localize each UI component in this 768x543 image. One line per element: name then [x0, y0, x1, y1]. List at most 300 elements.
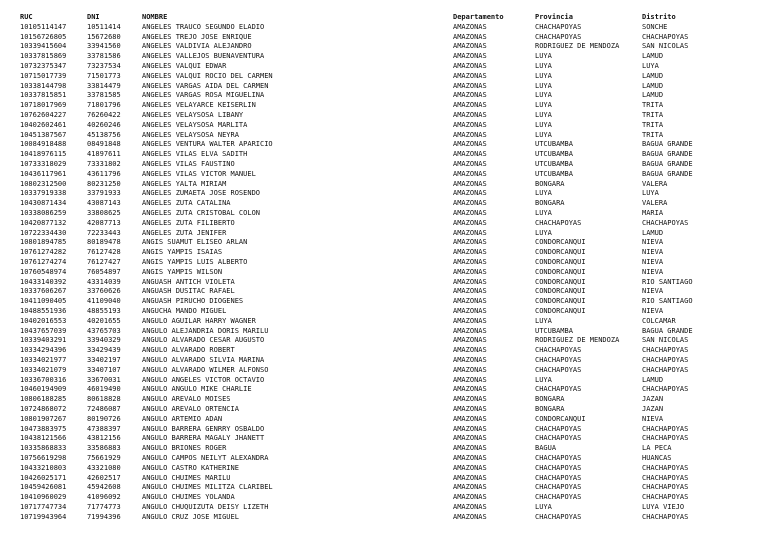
cell-nombre: ANGELES TRAUCO SEGUNDO ELADIO	[142, 22, 265, 31]
cell-dni: 43314039	[87, 277, 121, 286]
cell-departamento: AMAZONAS	[453, 326, 487, 335]
cell-nombre: ANGULO CAMPOS NEILYT ALEXANDRA	[142, 454, 269, 462]
cell-dni: 75661929	[87, 454, 121, 462]
cell-departamento: AMAZONAS	[453, 140, 487, 149]
cell-nombre: ANGULO ALEJANDRIA DORIS MARILU	[142, 326, 269, 335]
cell-provincia: LUYA	[535, 81, 552, 90]
cell-nombre: ANGULO BARRERA MAGALY JHANETT	[142, 434, 265, 443]
cell-dni: 80189478	[87, 238, 121, 247]
cell-ruc: 10801907267	[20, 414, 67, 423]
cell-nombre: ANGIS YAMPIS ISAIAS	[142, 248, 223, 257]
cell-dni: 47388397	[87, 424, 121, 433]
table-row	[0, 121, 768, 131]
cell-departamento: AMAZONAS	[453, 42, 487, 51]
cell-distrito: TRITA	[642, 120, 664, 129]
cell-departamento: AMAZONAS	[453, 463, 487, 472]
cell-departamento: AMAZONAS	[453, 395, 487, 404]
cell-dni: 72233443	[87, 228, 121, 237]
cell-departamento: AMAZONAS	[453, 365, 487, 374]
cell-dni: 71501773	[87, 71, 121, 80]
cell-dni: 33808625	[87, 209, 121, 217]
cell-dni: 43765703	[87, 326, 121, 335]
cell-departamento: AMAZONAS	[453, 91, 487, 100]
cell-departamento: AMAZONAS	[453, 120, 487, 129]
cell-ruc: 10337815869	[20, 52, 67, 61]
cell-distrito: LAMUD	[642, 91, 664, 100]
cell-nombre: ANGELES VALQUI EDWAR	[142, 62, 227, 70]
table-row	[0, 483, 768, 493]
cell-ruc: 10718017969	[20, 101, 67, 110]
cell-provincia: LUYA	[535, 228, 552, 237]
cell-distrito: LAMUD	[642, 228, 664, 237]
cell-ruc: 10806188285	[20, 395, 67, 404]
table-row	[0, 62, 768, 72]
cell-ruc: 10732375347	[20, 62, 67, 70]
cell-provincia: CONDORCANQUI	[535, 258, 586, 266]
cell-ruc: 10338086259	[20, 209, 67, 217]
cell-ruc: 10733318029	[20, 160, 67, 168]
cell-nombre: ANGUASH PIRUCHO DIOGENES	[142, 297, 244, 306]
cell-ruc: 10760548974	[20, 267, 67, 276]
cell-dni: 33402197	[87, 356, 121, 364]
cell-ruc: 10438121566	[20, 434, 67, 443]
cell-provincia: LUYA	[535, 316, 552, 325]
cell-nombre: ANGELES VALLEJOS BUENAVENTURA	[142, 52, 265, 61]
table-row	[0, 366, 768, 376]
cell-distrito: CHACHAPOYAS	[642, 493, 689, 502]
table-row	[0, 395, 768, 405]
cell-ruc: 10156726805	[20, 32, 67, 41]
table-row	[0, 199, 768, 209]
cell-distrito: CHACHAPOYAS	[642, 32, 689, 41]
cell-distrito: COLCAMAR	[642, 316, 676, 325]
table-row	[0, 229, 768, 239]
cell-provincia: CHACHAPOYAS	[535, 454, 582, 462]
cell-nombre: ANGULO ANGELES VICTOR OCTAVIO	[142, 375, 265, 384]
cell-distrito: CHACHAPOYAS	[642, 218, 689, 227]
cell-nombre: ANGELES VELAYSOSA MARLITA	[142, 120, 248, 129]
header-nombre: NOMBRE	[142, 13, 168, 21]
table-header	[0, 13, 768, 23]
cell-departamento: AMAZONAS	[453, 62, 487, 70]
table-row	[0, 336, 768, 346]
cell-provincia: CHACHAPOYAS	[535, 512, 582, 521]
cell-provincia: BONGARA	[535, 405, 565, 413]
cell-departamento: AMAZONAS	[453, 160, 487, 168]
cell-departamento: AMAZONAS	[453, 169, 487, 178]
table-row	[0, 503, 768, 513]
cell-departamento: AMAZONAS	[453, 189, 487, 198]
cell-ruc: 10426025171	[20, 473, 67, 482]
cell-ruc: 10335868833	[20, 444, 67, 453]
table-row	[0, 82, 768, 92]
cell-ruc: 10437657039	[20, 326, 67, 335]
cell-departamento: AMAZONAS	[453, 375, 487, 384]
header-dni: DNI	[87, 13, 100, 21]
cell-provincia: BONGARA	[535, 199, 565, 208]
cell-dni: 10511414	[87, 22, 121, 31]
cell-nombre: ANGULO CHUIMES YOLANDA	[142, 493, 235, 502]
cell-nombre: ANGULO ANGULO MIKE CHARLIE	[142, 385, 252, 394]
cell-distrito: BAGUA GRANDE	[642, 169, 693, 178]
table-row	[0, 219, 768, 229]
cell-provincia: CHACHAPOYAS	[535, 385, 582, 394]
cell-distrito: NIEVA	[642, 267, 664, 276]
cell-distrito: NIEVA	[642, 238, 664, 247]
cell-ruc: 10433140392	[20, 277, 67, 286]
cell-provincia: UTCUBAMBA	[535, 140, 573, 149]
cell-distrito: SONCHE	[642, 22, 668, 31]
table-row	[0, 464, 768, 474]
cell-distrito: SAN NICOLAS	[642, 336, 689, 345]
cell-nombre: ANGELES ZUTA CATALINA	[142, 199, 231, 208]
cell-ruc: 10430871434	[20, 199, 67, 208]
cell-dni: 33586883	[87, 444, 121, 453]
cell-nombre: ANGELES YALTA MIRIAM	[142, 179, 227, 188]
cell-distrito: NIEVA	[642, 414, 664, 423]
cell-dni: 48855193	[87, 307, 121, 315]
cell-departamento: AMAZONAS	[453, 503, 487, 511]
cell-dni: 73331802	[87, 160, 121, 168]
cell-provincia: LUYA	[535, 120, 552, 129]
cell-ruc: 10801894785	[20, 238, 67, 247]
cell-provincia: LUYA	[535, 209, 552, 217]
table-row	[0, 111, 768, 121]
cell-nombre: ANGIS YAMPIS WILSON	[142, 267, 223, 276]
table-row	[0, 268, 768, 278]
table-row	[0, 415, 768, 425]
cell-nombre: ANGULO AREVALO ORTENCIA	[142, 405, 239, 413]
cell-dni: 72486087	[87, 405, 121, 413]
cell-ruc: 10433210803	[20, 463, 67, 472]
cell-distrito: CHACHAPOYAS	[642, 356, 689, 364]
cell-distrito: BAGUA GRANDE	[642, 140, 693, 149]
cell-provincia: BAGUA	[535, 444, 557, 453]
cell-provincia: LUYA	[535, 130, 552, 139]
cell-ruc: 10337919338	[20, 189, 67, 198]
table-row	[0, 376, 768, 386]
header-departamento: Departamento	[453, 13, 504, 21]
cell-nombre: ANGULO CHUIMES MARILU	[142, 473, 231, 482]
cell-nombre: ANGELES ZUTA JENIFER	[142, 228, 227, 237]
table-row	[0, 33, 768, 43]
cell-ruc: 10460194909	[20, 385, 67, 394]
cell-dni: 71994396	[87, 512, 121, 521]
cell-ruc: 10719943964	[20, 512, 67, 521]
cell-provincia: BONGARA	[535, 395, 565, 404]
cell-distrito: CHACHAPOYAS	[642, 424, 689, 433]
cell-provincia: CONDORCANQUI	[535, 287, 586, 296]
cell-ruc: 10717747734	[20, 503, 67, 511]
cell-departamento: AMAZONAS	[453, 22, 487, 31]
cell-departamento: AMAZONAS	[453, 130, 487, 139]
cell-departamento: AMAZONAS	[453, 444, 487, 453]
cell-nombre: ANGULO BARRERA GENRRY OSBALDO	[142, 424, 265, 433]
cell-distrito: MARIA	[642, 209, 664, 217]
cell-dni: 80190726	[87, 414, 121, 423]
cell-ruc: 10418976115	[20, 150, 67, 159]
cell-dni: 43611796	[87, 169, 121, 178]
cell-dni: 43812156	[87, 434, 121, 443]
cell-distrito: VALERA	[642, 179, 668, 188]
cell-departamento: AMAZONAS	[453, 483, 487, 492]
cell-distrito: NIEVA	[642, 248, 664, 257]
cell-ruc: 10337815851	[20, 91, 67, 100]
cell-departamento: AMAZONAS	[453, 199, 487, 208]
cell-ruc: 10756619298	[20, 454, 67, 462]
cell-provincia: LUYA	[535, 62, 552, 70]
cell-departamento: AMAZONAS	[453, 248, 487, 257]
cell-distrito: LAMUD	[642, 375, 664, 384]
cell-dni: 40201655	[87, 316, 121, 325]
cell-departamento: AMAZONAS	[453, 307, 487, 315]
cell-departamento: AMAZONAS	[453, 424, 487, 433]
cell-provincia: CHACHAPOYAS	[535, 32, 582, 41]
cell-ruc: 10084918488	[20, 140, 67, 149]
cell-departamento: AMAZONAS	[453, 385, 487, 394]
cell-ruc: 10337606267	[20, 287, 67, 296]
cell-provincia: CHACHAPOYAS	[535, 434, 582, 443]
table-row	[0, 72, 768, 82]
cell-nombre: ANGELES VENTURA WALTER APARICIO	[142, 140, 273, 149]
cell-dni: 40260246	[87, 120, 121, 129]
cell-ruc: 10334021977	[20, 356, 67, 364]
cell-dni: 41096092	[87, 493, 121, 502]
cell-provincia: CHACHAPOYAS	[535, 22, 582, 31]
cell-dni: 42087713	[87, 218, 121, 227]
cell-distrito: CHACHAPOYAS	[642, 463, 689, 472]
cell-nombre: ANGUASH DUSITAC RAFAEL	[142, 287, 235, 296]
cell-distrito: LAMUD	[642, 71, 664, 80]
cell-dni: 76127427	[87, 258, 121, 266]
table-row	[0, 297, 768, 307]
cell-dni: 33941560	[87, 42, 121, 51]
table-row	[0, 278, 768, 288]
cell-provincia: CHACHAPOYAS	[535, 218, 582, 227]
cell-dni: 33814479	[87, 81, 121, 90]
cell-provincia: CHACHAPOYAS	[535, 365, 582, 374]
cell-nombre: ANGULO ALVARADO SILVIA MARINA	[142, 356, 265, 364]
table-row	[0, 474, 768, 484]
cell-distrito: LA PECA	[642, 444, 672, 453]
table-row	[0, 238, 768, 248]
cell-departamento: AMAZONAS	[453, 414, 487, 423]
cell-departamento: AMAZONAS	[453, 179, 487, 188]
cell-distrito: JAZAN	[642, 405, 664, 413]
cell-provincia: LUYA	[535, 503, 552, 511]
cell-distrito: LUYA	[642, 189, 659, 198]
cell-ruc: 10336700316	[20, 375, 67, 384]
table-row	[0, 160, 768, 170]
cell-nombre: ANGULO ALVARADO WILMER ALFONSO	[142, 365, 269, 374]
cell-provincia: CONDORCANQUI	[535, 297, 586, 306]
cell-dni: 43087143	[87, 199, 121, 208]
cell-departamento: AMAZONAS	[453, 405, 487, 413]
cell-departamento: AMAZONAS	[453, 111, 487, 119]
cell-distrito: CHACHAPOYAS	[642, 346, 689, 355]
cell-nombre: ANGULO CRUZ JOSE MIGUEL	[142, 512, 239, 521]
table-row	[0, 493, 768, 503]
cell-distrito: SAN NICOLAS	[642, 42, 689, 51]
cell-nombre: ANGUASH ANTICH VIOLETA	[142, 277, 235, 286]
cell-dni: 33940329	[87, 336, 121, 345]
cell-dni: 76054897	[87, 267, 121, 276]
table-row	[0, 405, 768, 415]
table-row	[0, 248, 768, 258]
cell-distrito: LUYA VIEJO	[642, 503, 685, 511]
cell-nombre: ANGELES VELAYSOSA LIBANY	[142, 111, 244, 119]
cell-distrito: NIEVA	[642, 287, 664, 296]
cell-departamento: AMAZONAS	[453, 287, 487, 296]
cell-distrito: LUYA	[642, 62, 659, 70]
cell-dni: 45942608	[87, 483, 121, 492]
cell-ruc: 10334294396	[20, 346, 67, 355]
cell-provincia: UTCUBAMBA	[535, 326, 573, 335]
cell-nombre: ANGULO CHUIMES MILITZA CLARIBEL	[142, 483, 273, 492]
cell-distrito: TRITA	[642, 111, 664, 119]
cell-dni: 46019490	[87, 385, 121, 394]
table-row	[0, 307, 768, 317]
table-row	[0, 385, 768, 395]
cell-provincia: LUYA	[535, 375, 552, 384]
cell-ruc: 10338144798	[20, 81, 67, 90]
table-row	[0, 91, 768, 101]
cell-distrito: BAGUA GRANDE	[642, 150, 693, 159]
cell-distrito: LAMUD	[642, 81, 664, 90]
table-row	[0, 454, 768, 464]
cell-departamento: AMAZONAS	[453, 238, 487, 247]
cell-distrito: VALERA	[642, 199, 668, 208]
cell-ruc: 10802312500	[20, 179, 67, 188]
table-row	[0, 140, 768, 150]
cell-dni: 33670031	[87, 375, 121, 384]
cell-dni: 41109040	[87, 297, 121, 306]
cell-provincia: RODRIGUEZ DE MENDOZA	[535, 42, 620, 51]
cell-ruc: 10402016553	[20, 316, 67, 325]
cell-distrito: TRITA	[642, 101, 664, 110]
table-row	[0, 170, 768, 180]
cell-provincia: BONGARA	[535, 179, 565, 188]
cell-provincia: LUYA	[535, 101, 552, 110]
cell-distrito: CHACHAPOYAS	[642, 483, 689, 492]
cell-nombre: ANGULO AREVALO MOISES	[142, 395, 231, 404]
cell-departamento: AMAZONAS	[453, 228, 487, 237]
table-row	[0, 434, 768, 444]
cell-provincia: UTCUBAMBA	[535, 150, 573, 159]
cell-dni: 71774773	[87, 503, 121, 511]
cell-provincia: CHACHAPOYAS	[535, 473, 582, 482]
cell-nombre: ANGUCHA MANDO MIGUEL	[142, 307, 227, 315]
cell-nombre: ANGULO ARTEMIO ADAN	[142, 414, 223, 423]
cell-provincia: LUYA	[535, 52, 552, 61]
cell-ruc: 10402602461	[20, 120, 67, 129]
table-row	[0, 52, 768, 62]
cell-distrito: RIO SANTIAGO	[642, 297, 693, 306]
cell-ruc: 10451387567	[20, 130, 67, 139]
table-row	[0, 327, 768, 337]
cell-dni: 80618828	[87, 395, 121, 404]
cell-departamento: AMAZONAS	[453, 150, 487, 159]
table-row	[0, 287, 768, 297]
cell-distrito: NIEVA	[642, 307, 664, 315]
cell-dni: 42602517	[87, 473, 121, 482]
cell-ruc: 10105114147	[20, 22, 67, 31]
cell-departamento: AMAZONAS	[453, 346, 487, 355]
cell-ruc: 10411090405	[20, 297, 67, 306]
cell-departamento: AMAZONAS	[453, 267, 487, 276]
cell-dni: 15672680	[87, 32, 121, 41]
cell-departamento: AMAZONAS	[453, 71, 487, 80]
table-row	[0, 180, 768, 190]
cell-provincia: LUYA	[535, 91, 552, 100]
cell-provincia: LUYA	[535, 189, 552, 198]
table-row	[0, 444, 768, 454]
table-row	[0, 189, 768, 199]
cell-nombre: ANGELES ZUTA FILIBERTO	[142, 218, 235, 227]
cell-dni: 73237534	[87, 62, 121, 70]
cell-ruc: 10473883975	[20, 424, 67, 433]
cell-ruc: 10715017739	[20, 71, 67, 80]
cell-provincia: CHACHAPOYAS	[535, 346, 582, 355]
cell-ruc: 10339403291	[20, 336, 67, 345]
cell-provincia: CONDORCANQUI	[535, 414, 586, 423]
cell-nombre: ANGULO CHUQUIZUTA DEISY LIZETH	[142, 503, 269, 511]
cell-departamento: AMAZONAS	[453, 218, 487, 227]
cell-distrito: CHACHAPOYAS	[642, 473, 689, 482]
cell-distrito: CHACHAPOYAS	[642, 434, 689, 443]
cell-distrito: TRITA	[642, 130, 664, 139]
cell-ruc: 10410960029	[20, 493, 67, 502]
cell-provincia: RODRIGUEZ DE MENDOZA	[535, 336, 620, 345]
table-row	[0, 356, 768, 366]
cell-dni: 33781585	[87, 91, 121, 100]
cell-nombre: ANGELES VALQUI ROCIO DEL CARMEN	[142, 71, 273, 80]
cell-distrito: BAGUA GRANDE	[642, 326, 693, 335]
table-row	[0, 317, 768, 327]
table-row	[0, 425, 768, 435]
cell-departamento: AMAZONAS	[453, 434, 487, 443]
cell-distrito: NIEVA	[642, 258, 664, 266]
cell-provincia: CONDORCANQUI	[535, 238, 586, 247]
cell-departamento: AMAZONAS	[453, 336, 487, 345]
cell-nombre: ANGELES VARGAS ROSA MIGUELINA	[142, 91, 265, 100]
cell-nombre: ANGELES ZUTA CRISTOBAL COLON	[142, 209, 261, 217]
cell-dni: 45138756	[87, 130, 121, 139]
cell-provincia: CHACHAPOYAS	[535, 424, 582, 433]
cell-ruc: 10724868072	[20, 405, 67, 413]
cell-departamento: AMAZONAS	[453, 52, 487, 61]
cell-ruc: 10722334430	[20, 228, 67, 237]
cell-departamento: AMAZONAS	[453, 258, 487, 266]
cell-dni: 76260422	[87, 111, 121, 119]
cell-departamento: AMAZONAS	[453, 316, 487, 325]
cell-provincia: CONDORCANQUI	[535, 277, 586, 286]
cell-ruc: 10488551936	[20, 307, 67, 315]
cell-nombre: ANGELES VILAS FAUSTINO	[142, 160, 235, 168]
table-row	[0, 23, 768, 33]
cell-dni: 33407107	[87, 365, 121, 374]
table-row	[0, 209, 768, 219]
cell-dni: 33791933	[87, 189, 121, 198]
cell-nombre: ANGELES VARGAS AIDA DEL CARMEN	[142, 81, 269, 90]
cell-dni: 33760626	[87, 287, 121, 296]
cell-provincia: UTCUBAMBA	[535, 169, 573, 178]
cell-departamento: AMAZONAS	[453, 101, 487, 110]
table-row	[0, 150, 768, 160]
cell-provincia: UTCUBAMBA	[535, 160, 573, 168]
cell-dni: 33781586	[87, 52, 121, 61]
cell-departamento: AMAZONAS	[453, 32, 487, 41]
